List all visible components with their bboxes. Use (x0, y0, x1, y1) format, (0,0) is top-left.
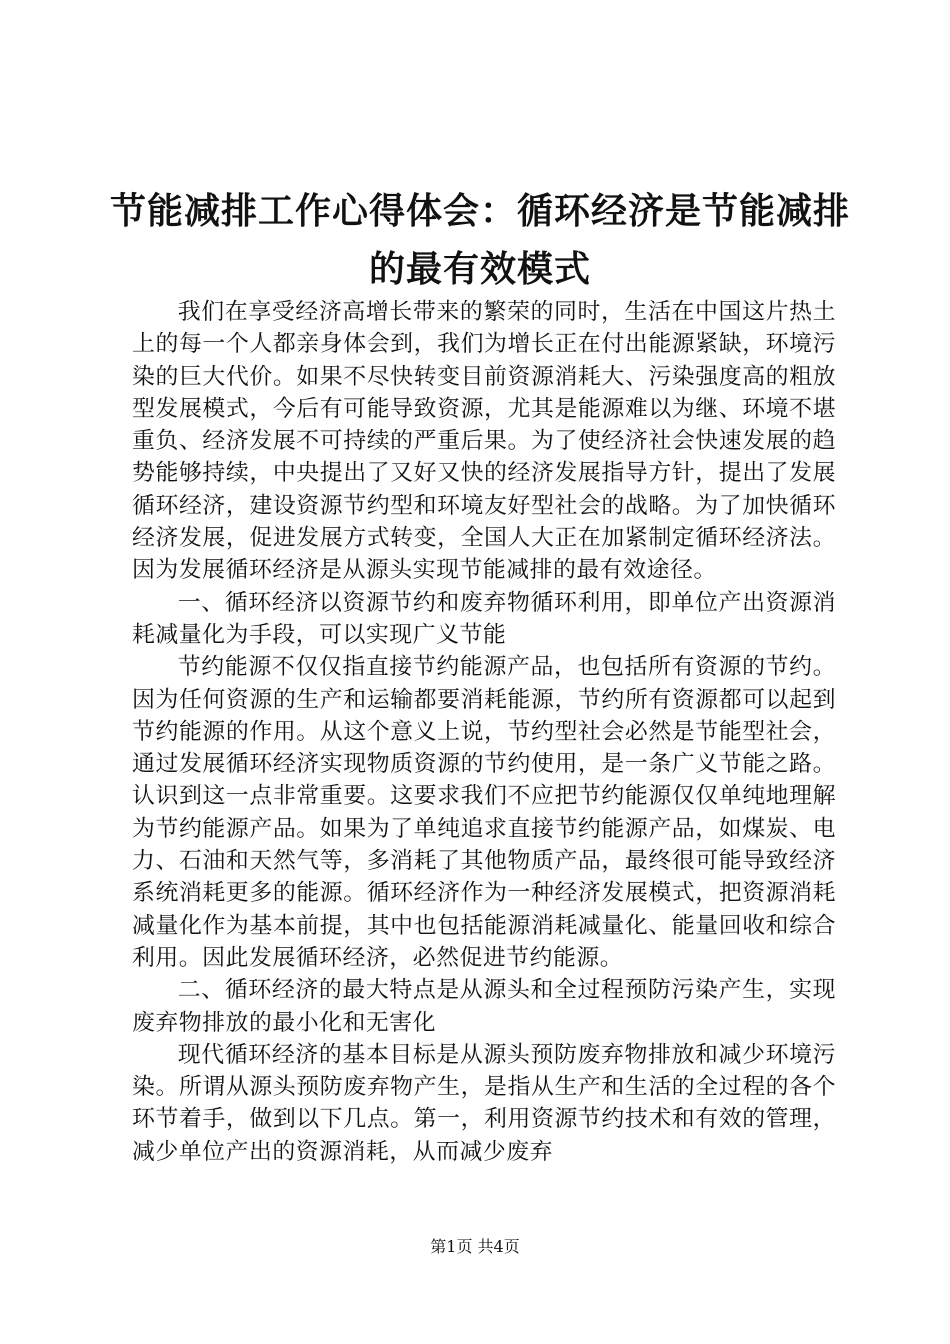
paragraph-section-2: 现代循环经济的基本目标是从源头预防废弃物排放和减少环境污染。所谓从源头预防废弃物产生，是指从生产和生活的全过程的各个环节着手，做到以下几点。第一，利用资源节约技术和有效的管理，减少单位产出的资源消耗，从而减少废弃 (132, 1041, 836, 1165)
paragraph-section-1: 节约能源不仅仅指直接节约能源产品，也包括所有资源的节约。因为任何资源的生产和运输都要消耗能源，节约所有资源都可以起到节约能源的作用。从这个意义上说，节约型社会必然是节能型社会，通过发展循环经济实现物质资源的节约使用，是一条广义节能之路。认识到这一点非常重要。这要求我们不应把节约能源仅仅单纯地理解为节约能源产品。如果为了单纯追求直接节约能源产品，如煤炭、电力、石油和天然气等，多消耗了其他物质产品，最终很可能导致经济系统消耗更多的能源。循环经济作为一种经济发展模式，把资源消耗减量化作为基本前提，其中也包括能源消耗减量化、能量回收和综合利用。因此发展循环经济，必然促进节约能源。 (132, 654, 836, 971)
document-title-line-1: 节能减排工作心得体会：循环经济是节能减排 (110, 191, 851, 232)
document-body (132, 296, 836, 1168)
document-title-line-2: 的最有效模式 (368, 249, 591, 290)
page-number-footer: 第1页 共4页 (430, 1237, 520, 1256)
paragraph-intro: 我们在享受经济高增长带来的繁荣的同时，生活在中国这片热土上的每一个人都亲身体会到，我们为增长正在付出能源紧缺，环境污染的巨大代价。如果不尽快转变目前资源消耗大、污染强度高的粗放型发展模式，今后有可能导致资源，尤其是能源难以为继、环境不堪重负、经济发展不可持续的严重后果。为了使经济社会快速发展的趋势能够持续，中央提出了又好又快的经济发展指导方针，提出了发展循环经济，建设资源节约型和环境友好型社会的战略。为了加快循环经济发展，促进发展方式转变，全国人大正在加紧制定循环经济法。因为发展循环经济是从源头实现节能减排的最有效途径。 (132, 299, 836, 584)
section-heading-1: 一、循环经济以资源节约和废弃物循环利用，即单位产出资源消耗减量化为手段，可以实现广义节能 (132, 589, 836, 648)
section-heading-2: 二、循环经济的最大特点是从源头和全过程预防污染产生，实现废弃物排放的最小化和无害化 (132, 977, 836, 1036)
